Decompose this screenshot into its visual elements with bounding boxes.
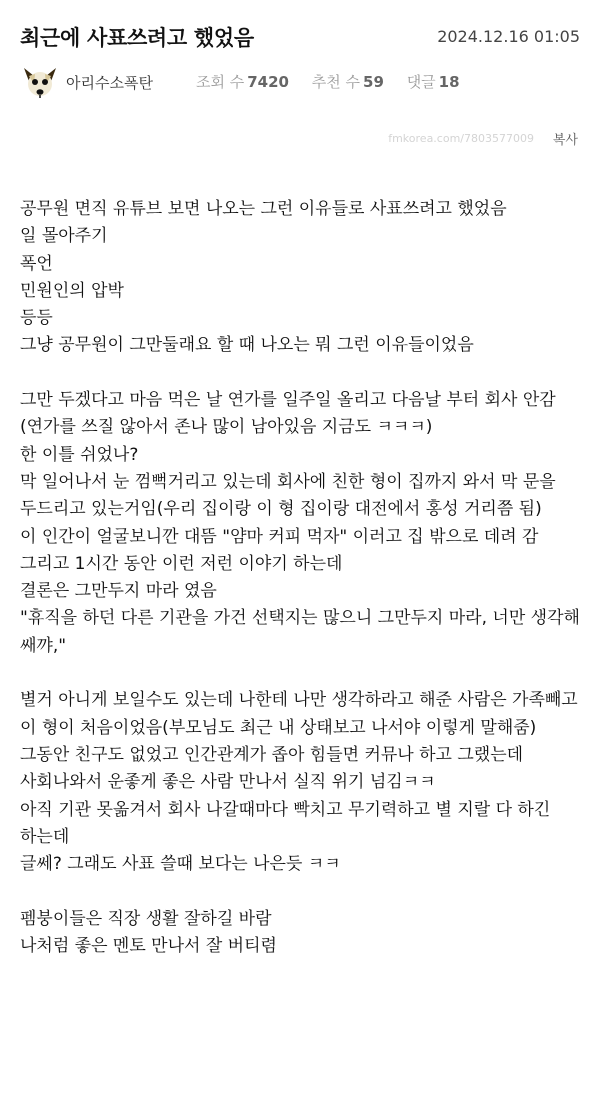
- body-line: 막 일어나서 눈 껌뻑거리고 있는데 회사에 친한 형이 집까지 와서 막 문을 두드리고 있는거임(우리 집이랑 이 형 집이랑 대전에서 홍성 거리쯤 됨): [20, 471, 562, 520]
- body-line: 아직 기관 못옮겨서 회사 나갈때마다 빡치고 무기력하고 별 지랄 다 하긴 하는데: [20, 799, 556, 847]
- body-line: 펨붕이들은 직장 생활 잘하길 바람: [20, 908, 272, 929]
- post-date: 2024.12.16 01:05: [437, 27, 580, 46]
- recommend-count-value: 59: [363, 73, 384, 91]
- paragraph-gap: [20, 878, 582, 905]
- recommend-count-label: 추천 수: [311, 73, 361, 91]
- body-line: "휴직을 하던 다른 기관을 가건 선택지는 많으니 그만두지 마라, 너만 생각해 쌔꺄,": [20, 608, 586, 656]
- comment-count: [407, 73, 460, 91]
- view-count: [196, 73, 289, 91]
- body-line: 일 몰아주기: [20, 226, 108, 247]
- body-line: 한 이틀 쉬었나?: [20, 444, 139, 465]
- post-stats: [196, 71, 478, 92]
- url-row: [0, 104, 600, 146]
- post-meta: [0, 56, 600, 104]
- view-count-label: 조회 수: [196, 73, 245, 91]
- recommend-count: [312, 73, 384, 91]
- post-url: fmkorea.com/7803577009: [388, 132, 534, 145]
- body-line: 공무원 면직 유튜브 보면 나오는 그런 이유들로 사표쓰려고 했었음: [20, 199, 507, 219]
- body-line: 민원인의 압박: [20, 280, 124, 301]
- body-line: 등등: [20, 308, 53, 329]
- post-title: 최근에 사표쓰려고 했었음: [20, 26, 254, 50]
- dog-face-icon[interactable]: [20, 62, 60, 102]
- post-header: [0, 0, 600, 56]
- body-line: 폭언: [20, 253, 53, 274]
- post-body: [20, 196, 586, 960]
- author-name[interactable]: 아리수소폭탄: [66, 74, 153, 92]
- body-line: 나처럼 좋은 멘토 만나서 잘 버티렴: [20, 936, 277, 957]
- paragraph-gap: [20, 360, 582, 387]
- body-line: 그리고 1시간 동안 이런 저런 이야기 하는데: [20, 553, 343, 574]
- paragraph-gap: [20, 660, 582, 687]
- comment-count-value: 18: [438, 73, 460, 91]
- body-line: 이 인간이 얼굴보니깐 대뜸 "얌마 커피 먹자" 이러고 집 밖으로 데려 감: [20, 526, 539, 547]
- body-line: 글쎄? 그래도 사표 쓸때 보다는 나은듯 ㅋㅋ: [20, 854, 341, 875]
- copy-button[interactable]: 복사: [552, 133, 578, 148]
- body-line: 그냥 공무원이 그만둘래요 할 때 나오는 뭐 그런 이유들이었음: [20, 335, 474, 356]
- view-count-value: 7420: [247, 73, 289, 91]
- body-line: 결론은 그만두지 마라 였음: [20, 581, 217, 602]
- body-line: 별거 아니게 보일수도 있는데 나한테 나만 생각하라고 해준 사람은 가족빼고 이 형이 처음이었음(부모님도 최근 내 상태보고 나서야 이렇게 말해줌): [20, 690, 584, 738]
- body-line: 그만 두겠다고 마음 먹은 날 연가를 일주일 올리고 다음날 부터 회사 안감(연가를 쓰질 않아서 존나 많이 남아있음 지금도 ㅋㅋㅋ): [20, 390, 556, 438]
- comment-count-label: 댓글: [406, 73, 436, 91]
- body-line: 그동안 친구도 없었고 인간관계가 좁아 힘들면 커뮤나 하고 그랬는데 사회나와서 운좋게 좋은 사람 만나서 실직 위기 넘김ㅋㅋ: [20, 744, 529, 793]
